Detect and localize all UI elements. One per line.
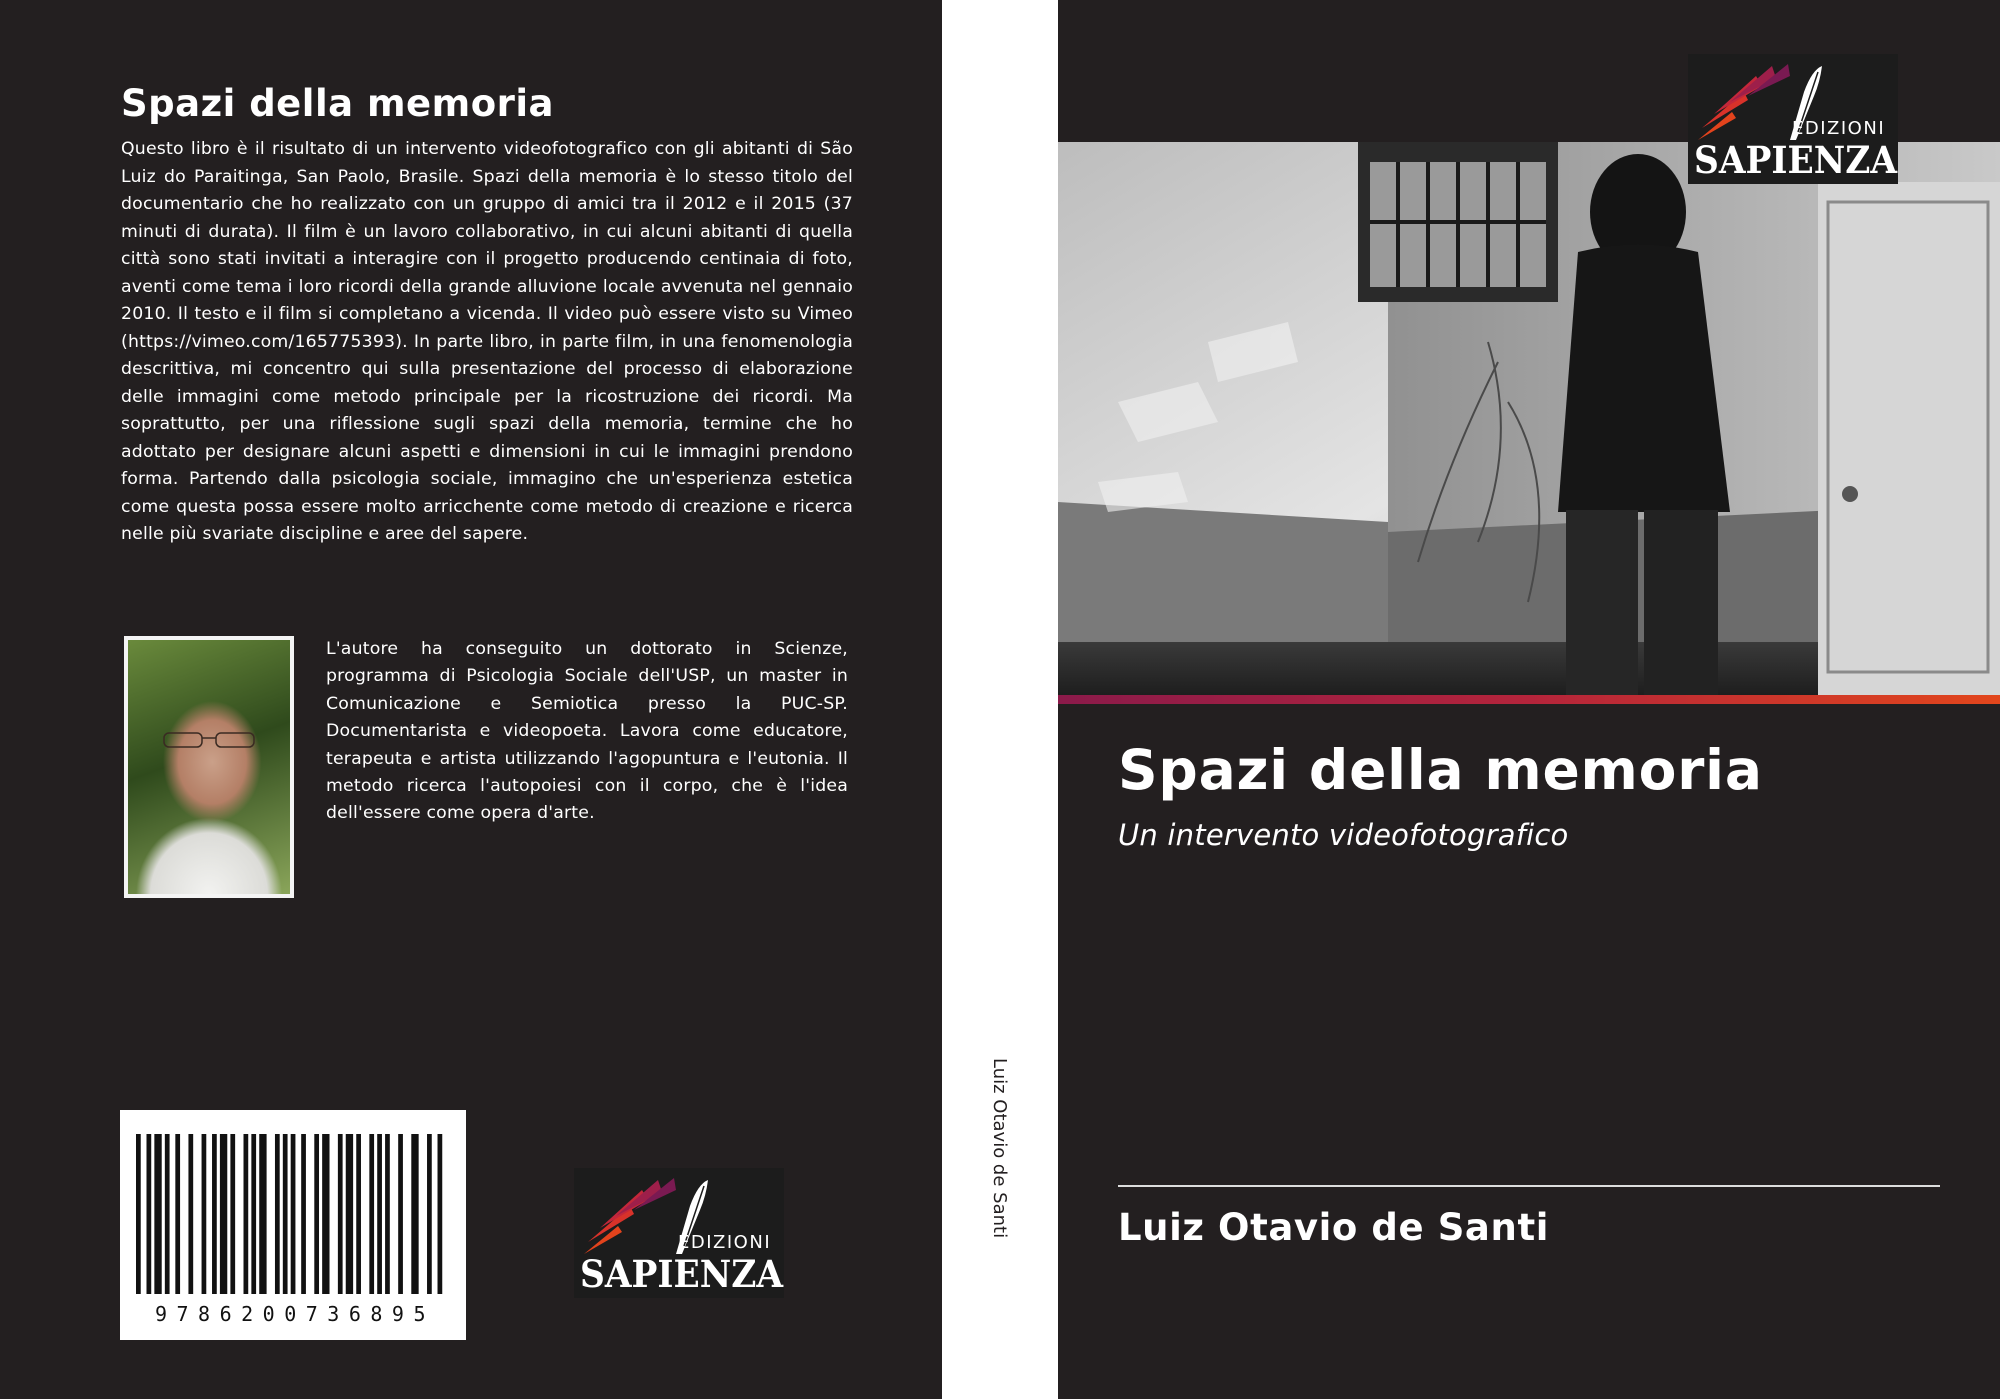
barcode-bar [136,1134,141,1294]
publisher-logo-back [574,1168,784,1298]
barcode-bar [314,1134,319,1294]
barcode-bar [259,1134,266,1294]
accent-bar [1058,695,2000,704]
back-cover-title: Spazi della memoria [121,82,555,125]
barcode-bar [338,1134,343,1294]
front-cover-subtitle: Un intervento videofotografico [1118,818,1569,852]
publisher-logo-front [1688,54,1898,184]
barcode-bar [220,1134,227,1294]
barcode-bar [438,1134,443,1294]
barcode-bar [283,1134,288,1294]
barcode-bar [346,1134,353,1294]
front-cover-title: Spazi della memoria [1118,738,1763,802]
logo-edizioni-text: EDIZIONI [678,1232,772,1253]
barcode-bar [244,1134,249,1294]
cover-photograph [1058,142,2000,695]
barcode-bar [427,1134,432,1294]
spine-author: Luiz Otavio de Santi [989,1058,1010,1239]
divider-rule [1118,1185,1940,1187]
logo-sapienza-text: SAPIENZA [1694,138,1898,182]
barcode-bar [301,1134,306,1294]
barcode-bar [188,1134,193,1294]
barcode-number: 9786200736895 [154,1302,436,1326]
barcode-bar [369,1134,374,1294]
barcode-bar [251,1134,256,1294]
barcode-bar [322,1134,329,1294]
back-cover-blurb: Questo libro è il risultato di un intervento videofotografico con gli abitanti di São Luiz do Paraitinga, San Paolo, Brasile. Spazi della memoria è lo stesso titolo del documentario che ho realizzato con un gruppo di amici tra il 2012 e il 2015 (37 minuti di durata). Il film è un lavoro collaborativo, in cui alcuni abitanti di quella città sono stati invitati a interagire con il progetto producendo centinaia di foto, aventi come tema i loro ricordi della grande alluvione locale avvenuta nel gennaio 2010. Il testo e il film si completano a vicenda. Il video può essere visto su Vimeo (https://vimeo.com/165775393). In parte libro, in parte film, in una fenomenologia descrittiva, mi concentro qui sulla presentazione del processo di elaborazione delle immagini come metodo principale per la ricostruzione dei ricordi. Ma soprattutto, per una riflessione sugli spazi della memoria, termine che ho adottato per designare alcuni aspetti e dimensioni in cui le immagini prendono forma. Partendo dalla psicologia sociale, immagino che un'esperienza estetica come questa possa essere molto arricchente come metodo di creazione e ricerca nelle più svariate discipline e aree del sapere. [121,139,853,544]
barcode-bar [230,1134,235,1294]
barcode-bar [175,1134,180,1294]
barcode-bar [212,1134,217,1294]
barcode-bar [146,1134,151,1294]
barcode-bar [291,1134,296,1294]
barcode-bar [398,1134,403,1294]
logo-edizioni-text: EDIZIONI [1792,118,1886,139]
cover-photo-scene [1058,142,2000,695]
author-glasses [156,730,264,750]
logo-sapienza-text: SAPIENZA [580,1252,784,1296]
barcode-bar [377,1134,382,1294]
isbn-barcode [120,1110,466,1340]
author-bio: L'autore ha conseguito un dottorato in Scienze, programma di Psicologia Sociale dell'USP, un master in Comunicazione e Semiotica presso la PUC-SP. Documentarista e videopoeta. Lavora come educatore, terapeuta e artista utilizzando l'agopuntura e l'eutonia. Il metodo ricerca l'autopoiesi con il corpo, che è l'idea dell'essere come opera d'arte. [326,639,848,824]
barcode-bar [202,1134,207,1294]
barcode-bar [356,1134,361,1294]
barcode-bar [275,1134,280,1294]
front-cover-author: Luiz Otavio de Santi [1118,1206,1550,1249]
author-photo [124,636,294,898]
barcode-bar [385,1134,390,1294]
barcode-bar [411,1134,418,1294]
barcode-bar [154,1134,161,1294]
barcode-bar [165,1134,170,1294]
barcode-bars [120,1110,466,1300]
